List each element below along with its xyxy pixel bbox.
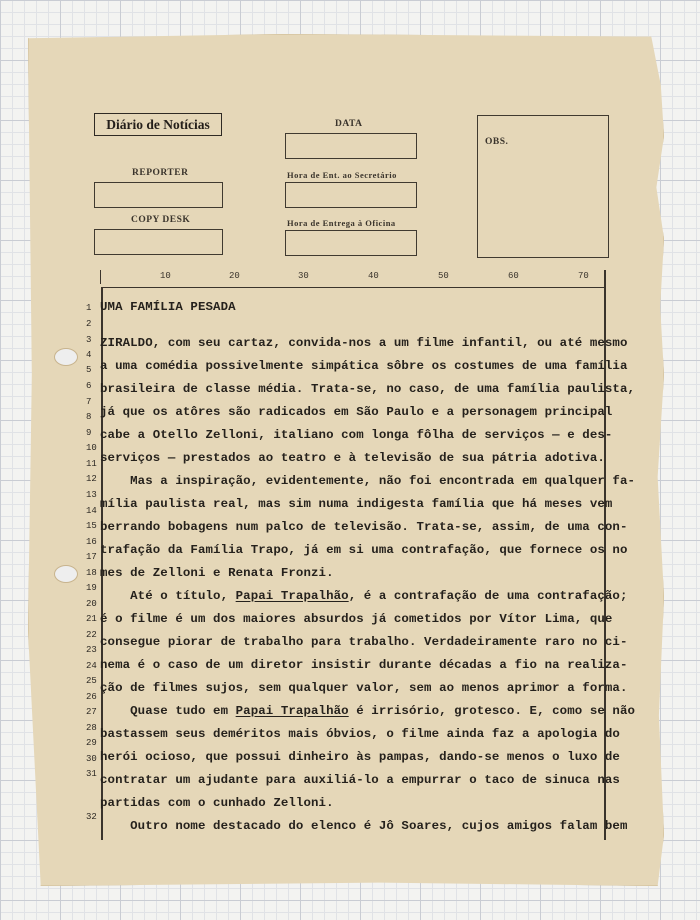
hora-oficina-field (285, 230, 417, 256)
data-field (285, 133, 417, 159)
line-number: 17 (86, 552, 97, 562)
article-line: Outro nome destacado do elenco é Jô Soares, cujos amigos falam bem (100, 819, 628, 833)
line-number: 8 (86, 412, 92, 422)
film-title: Papai Trapalhão (235, 589, 349, 603)
article-line: a uma comédia possivelmente simpática sôbre os costumes de uma família (100, 359, 628, 373)
line-number: 14 (86, 506, 97, 516)
reporter-label: REPORTER (132, 168, 189, 178)
hora-secretario-label: Hora de Ent. ao Secretário (287, 170, 397, 180)
article-line: herói ocioso, que possui dinheiro às pampas, dando-se menos o luxo de (100, 750, 620, 764)
ruler-number: 10 (160, 271, 171, 281)
data-label: DATA (335, 119, 363, 129)
article-line: já que os atôres são radicados em São Paulo e a personagem principal (100, 405, 613, 419)
article-line: consegue piorar de trabalho para trabalho. Verdadeiramente raro no ci- (100, 635, 628, 649)
line-number: 19 (86, 583, 97, 593)
article-line-end: , é a contrafação de uma contrafação; (348, 589, 628, 603)
line-number: 12 (86, 474, 97, 484)
line-number: 31 (86, 769, 97, 779)
ruler-number: 70 (578, 271, 589, 281)
line-number: 32 (86, 812, 97, 822)
line-number: 23 (86, 645, 97, 655)
line-number: 21 (86, 614, 97, 624)
article-line: ZIRALDO, com seu cartaz, convida-nos a um filme infantil, ou até mesmo (100, 336, 628, 350)
line-number: 26 (86, 692, 97, 702)
article-line: bastassem seus deméritos mais óbvios, o filme ainda faz a apologia do (100, 727, 620, 741)
ruler-number: 50 (438, 271, 449, 281)
article-line: Mas a inspiração, evidentemente, não foi encontrada em qualquer fa- (100, 474, 636, 488)
ruler-number: 30 (298, 271, 309, 281)
line-number: 29 (86, 738, 97, 748)
line-number: 25 (86, 676, 97, 686)
line-number: 16 (86, 537, 97, 547)
line-number: 15 (86, 521, 97, 531)
line-number: 22 (86, 630, 97, 640)
line-number: 11 (86, 459, 97, 469)
newspaper-name: Diário de Notícias (94, 113, 222, 136)
article-line: brasileira de classe média. Trata-se, no caso, de uma família paulista, (100, 382, 636, 396)
line-number: 24 (86, 661, 97, 671)
hora-oficina-label: Hora de Entrega à Oficina (287, 218, 396, 228)
line-number: 9 (86, 428, 92, 438)
line-number: 30 (86, 754, 97, 764)
article-line (100, 589, 628, 603)
binder-hole (54, 565, 78, 583)
line-number: 5 (86, 365, 92, 375)
line-number: 28 (86, 723, 97, 733)
text-frame-top (102, 287, 605, 288)
line-number: 7 (86, 397, 92, 407)
article-line: mes de Zelloni e Renata Fronzi. (100, 566, 334, 580)
article-line: ção de filmes sujos, sem qualquer valor, sem ao menos aprimor a forma. (100, 681, 628, 695)
article-line: é o filme é um dos maiores absurdos já cometidos por Vítor Lima, que (100, 612, 613, 626)
article-line-start: Quase tudo em (100, 704, 236, 718)
article-line: nema é o caso de um diretor insistir durante décadas a fio na realiza- (100, 658, 628, 672)
article-line: serviços — prestados ao teatro e à televisão de sua pátria adotiva. (100, 451, 605, 465)
article-line: partidas com o cunhado Zelloni. (100, 796, 334, 810)
hora-secretario-field (285, 182, 417, 208)
film-title: Papai Trapalhão (235, 704, 349, 718)
ruler-number: 40 (368, 271, 379, 281)
line-number: 20 (86, 599, 97, 609)
article-line: cabe a Otello Zelloni, italiano com longa fôlha de serviços — e des- (100, 428, 613, 442)
article-line-end: é irrisório, grotesco. E, como se não (348, 704, 636, 718)
line-number: 1 (86, 303, 92, 313)
article-line: berrando bobagens num palco de televisão. Trata-se, assim, de uma con- (100, 520, 628, 534)
article-line: trafação da Família Trapo, já em si uma contrafação, que fornece os no (100, 543, 628, 557)
article-title: UMA FAMÍLIA PESADA (100, 300, 236, 314)
article-line (100, 704, 635, 718)
copy-desk-field (94, 229, 223, 255)
article-line: contratar um ajudante para auxiliá-lo a empurrar o taco de sinuca nas (100, 773, 620, 787)
ruler-number: 20 (229, 271, 240, 281)
line-number: 18 (86, 568, 97, 578)
binder-hole (54, 348, 78, 366)
line-number: 6 (86, 381, 92, 391)
line-number: 4 (86, 350, 92, 360)
article-line-start: Até o título, (100, 589, 236, 603)
line-number: 10 (86, 443, 97, 453)
ruler-number: 60 (508, 271, 519, 281)
line-number: 2 (86, 319, 92, 329)
line-number: 27 (86, 707, 97, 717)
ruler-start-mark (100, 270, 101, 284)
copy-desk-label: COPY DESK (131, 215, 191, 225)
reporter-field (94, 182, 223, 208)
line-number: 3 (86, 335, 92, 345)
line-number: 13 (86, 490, 97, 500)
article-line: mília paulista real, mas sim numa indigesta família que há meses vem (100, 497, 613, 511)
obs-label: OBS. (485, 137, 509, 147)
